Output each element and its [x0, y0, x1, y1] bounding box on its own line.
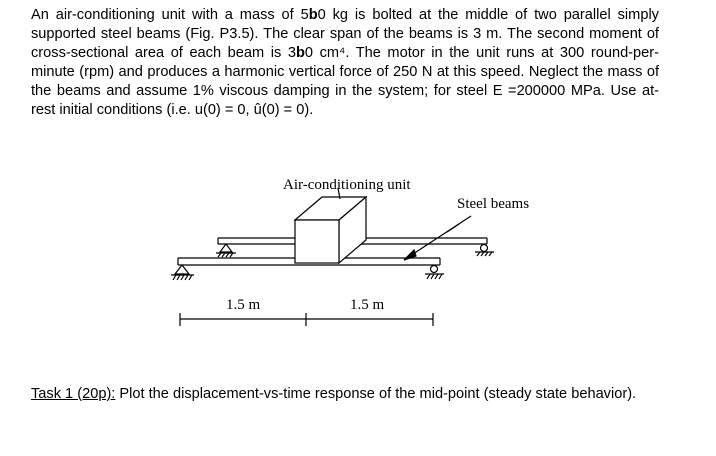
beams-arrowhead — [404, 250, 416, 260]
rear-left-pin-support — [216, 244, 236, 257]
front-right-roller-support — [425, 266, 444, 280]
front-steel-beam — [178, 258, 440, 265]
problem-text-2: 0 kg is bolted at the middle of two parallel simply supported steel beams (Fig. P3.5). The clear span of the beams is 3 m. The second moment of cross-sectional area of each beam is 3 — [31, 7, 659, 61]
problem-text-3: 0 cm⁴. The motor in the unit runs at 300 round-per-minute (rpm) and produces a harmonic vertical force of 250 N at this speed. Neglect the mass of the beams and assume 1% viscous damping in the system; for steel E =200000 MPa. Use at-rest initial conditions (i.e. u(0) = 0, û(0) = 0). — [31, 45, 659, 118]
problem-text-1: An air-conditioning unit with a mass of 5 — [31, 7, 309, 23]
air-conditioning-unit — [295, 197, 366, 263]
front-left-pin-support — [171, 265, 194, 280]
inertia-variable: b — [295, 45, 305, 61]
dimension-right-label: 1.5 m — [350, 297, 385, 313]
rear-steel-beam — [218, 238, 487, 244]
task-statement — [31, 385, 659, 404]
rear-right-roller-support — [475, 245, 494, 257]
beams-leader-line — [410, 216, 471, 256]
beams-label: Steel beams — [457, 196, 530, 212]
dimension-left-label: 1.5 m — [226, 297, 261, 313]
span-dimension — [180, 313, 433, 326]
beams-leader-tick — [447, 224, 459, 232]
task-body: Plot the displacement-vs-time response of the mid-point (steady state behavior). — [115, 386, 637, 402]
unit-label: Air-conditioning unit — [283, 177, 411, 193]
unit-leader-line — [338, 188, 340, 199]
task-title: Task 1 (20p): — [31, 386, 116, 402]
problem-statement — [31, 6, 659, 120]
mass-variable: b — [308, 7, 318, 23]
